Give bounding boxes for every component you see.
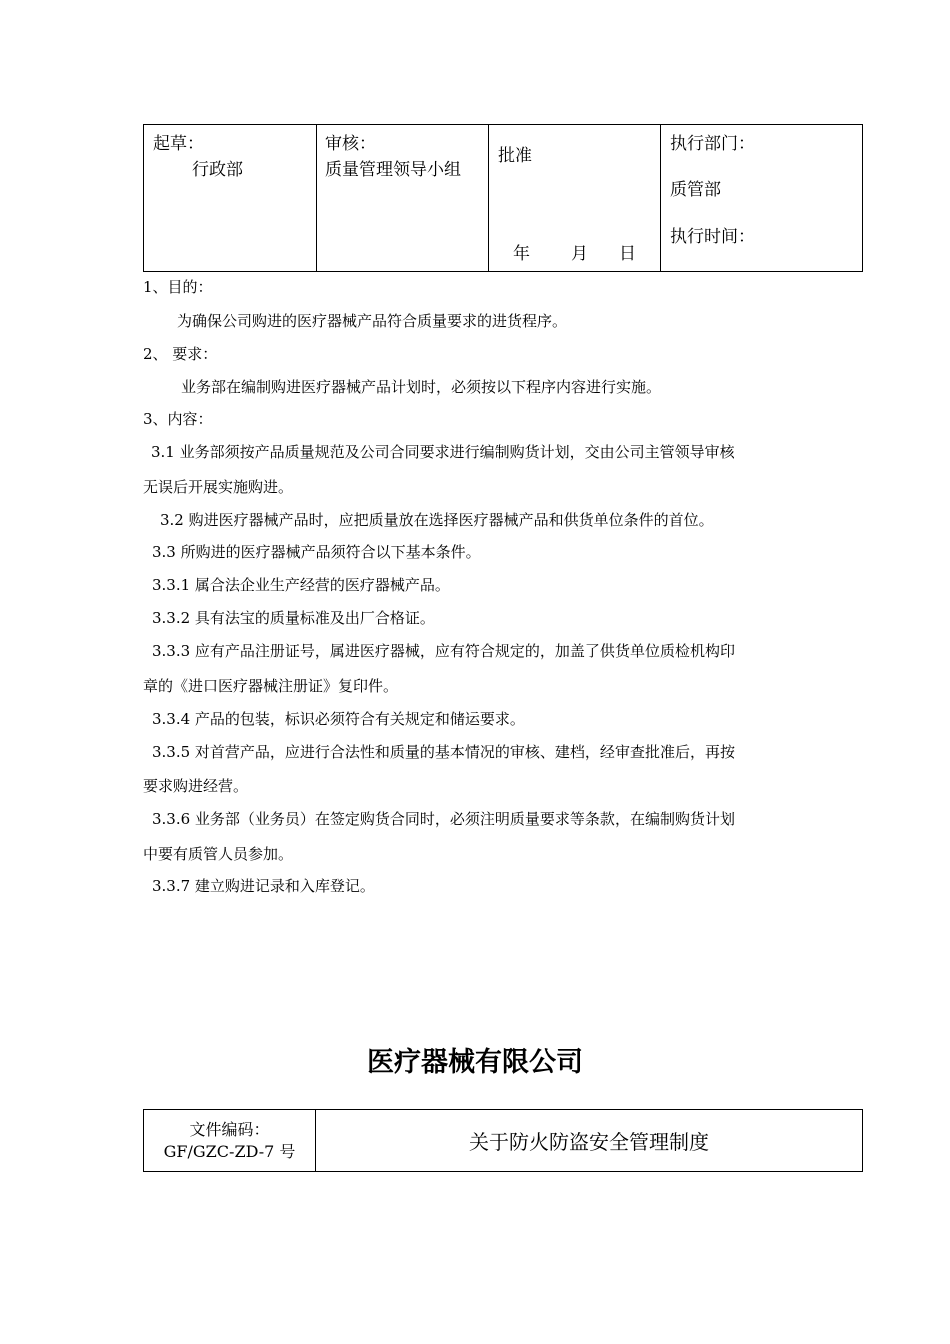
section-2-heading: 2、 要求： — [143, 345, 218, 363]
review-label: 审核： — [325, 134, 376, 154]
clause-3-3-7: 3.3.7 建立购进记录和入库登记。 — [152, 877, 375, 895]
section-1-text: 为确保公司购进的医疗器械产品符合质量要求的进货程序。 — [177, 312, 568, 330]
draft-label: 起草： — [153, 134, 204, 154]
file-code-value: GF/GZC-ZD-7 号 — [163, 1141, 296, 1161]
date-day: 日 — [619, 244, 636, 264]
draft-value: 行政部 — [192, 160, 243, 180]
clause-3-3-4: 3.3.4 产品的包装，标识必须符合有关规定和储运要求。 — [152, 710, 525, 728]
execution-cell — [661, 125, 863, 272]
approval-table — [143, 124, 863, 272]
file-info-table — [143, 1109, 863, 1172]
clause-3-3-5-line2: 要求购进经营。 — [143, 777, 249, 795]
exec-dept-value: 质管部 — [670, 180, 721, 200]
section-1-heading: 1、目的： — [143, 278, 213, 296]
clause-3-1-line2: 无误后开展实施购进。 — [143, 478, 294, 496]
approve-label: 批准 — [498, 146, 532, 166]
clause-3-3-2: 3.3.2 具有法宝的质量标准及出厂合格证。 — [152, 609, 435, 627]
clause-3-3-6-line2: 中要有质管人员参加。 — [143, 845, 294, 863]
file-code-label: 文件编码： — [189, 1119, 270, 1139]
clause-3-3-5-line1: 3.3.5 对首营产品，应进行合法性和质量的基本情况的审核、建档，经审查批准后，再按 — [152, 743, 735, 761]
date-year: 年 — [513, 244, 530, 264]
clause-3-3-3-line2: 章的《进口医疗器械注册证》复印件。 — [143, 677, 399, 695]
exec-time-label: 执行时间： — [670, 227, 755, 247]
clause-3-1-line1: 3.1 业务部须按产品质量规范及公司合同要求进行编制购货计划，交由公司主管领导审核 — [151, 443, 735, 461]
exec-dept-label: 执行部门： — [670, 134, 755, 154]
draft-cell — [144, 125, 317, 272]
clause-3-2: 3.2 购进医疗器械产品时，应把质量放在选择医疗器械产品和供货单位条件的首位。 — [160, 511, 714, 529]
document-title: 关于防火防盗安全管理制度 — [316, 1110, 863, 1172]
clause-3-3-3-line1: 3.3.3 应有产品注册证号，属进医疗器械，应有符合规定的，加盖了供货单位质检机构印 — [152, 642, 735, 660]
date-month: 月 — [571, 244, 588, 264]
section-3-heading: 3、内容： — [143, 410, 213, 428]
clause-3-3-1: 3.3.1 属合法企业生产经营的医疗器械产品。 — [152, 576, 450, 594]
section-2-text: 业务部在编制购进医疗器械产品计划时，必须按以下程序内容进行实施。 — [181, 378, 662, 396]
approve-cell — [489, 125, 661, 272]
clause-3-3: 3.3 所购进的医疗器械产品须符合以下基本条件。 — [152, 543, 481, 561]
clause-3-3-6-line1: 3.3.6 业务部（业务员）在签定购货合同时，必须注明质量要求等条款，在编制购货计划 — [152, 810, 735, 828]
file-code-cell — [144, 1110, 316, 1172]
company-title: 医疗器械有限公司 — [367, 1047, 583, 1078]
review-cell — [317, 125, 489, 272]
review-value: 质量管理领导小组 — [325, 160, 461, 180]
